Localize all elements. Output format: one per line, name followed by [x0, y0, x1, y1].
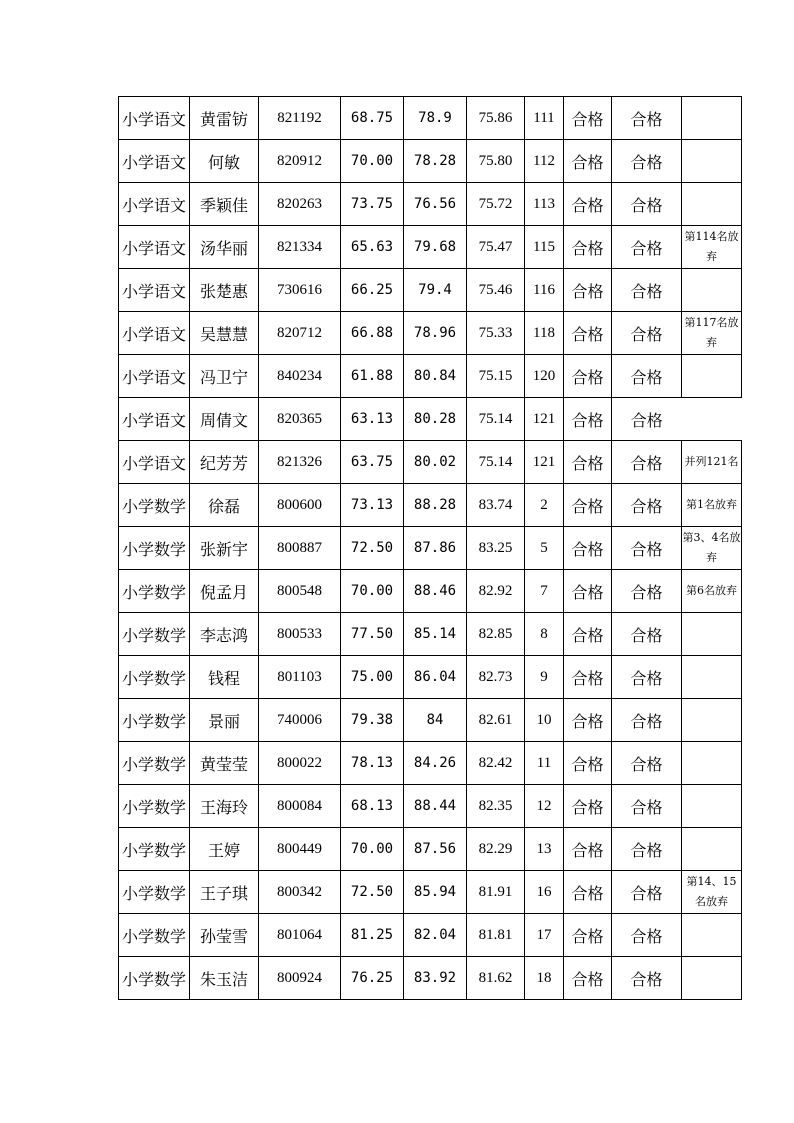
- written-score-cell: 70.00: [341, 828, 404, 871]
- name-cell: 冯卫宁: [190, 355, 259, 398]
- candidate-id-cell: 820365: [259, 398, 341, 441]
- result-cell: 合格: [612, 269, 682, 312]
- result-cell: 合格: [612, 828, 682, 871]
- table-row: [119, 656, 742, 699]
- written-score-cell: 75.00: [341, 656, 404, 699]
- candidate-id-cell: 800924: [259, 957, 341, 1000]
- name-cell: 景丽: [190, 699, 259, 742]
- result-cell: 合格: [612, 570, 682, 613]
- interview-score-cell: 87.86: [404, 527, 467, 570]
- result-cell: 合格: [612, 355, 682, 398]
- interview-score-cell: 82.04: [404, 914, 467, 957]
- subject-cell: 小学数学: [119, 570, 190, 613]
- written-score-cell: 68.75: [341, 97, 404, 140]
- result-cell: 合格: [564, 441, 612, 484]
- written-score-cell: 66.25: [341, 269, 404, 312]
- result-cell: 合格: [612, 699, 682, 742]
- rank-cell: 13: [525, 828, 564, 871]
- total-score-cell: 75.86: [467, 97, 525, 140]
- note-cell: 第14、15名放弃: [682, 871, 742, 914]
- total-score-cell: 75.46: [467, 269, 525, 312]
- total-score-cell: 82.73: [467, 656, 525, 699]
- table-row: [119, 312, 742, 355]
- rank-cell: 120: [525, 355, 564, 398]
- interview-score-cell: 88.44: [404, 785, 467, 828]
- table-row: [119, 269, 742, 312]
- result-cell: 合格: [612, 914, 682, 957]
- subject-cell: 小学数学: [119, 656, 190, 699]
- subject-cell: 小学数学: [119, 527, 190, 570]
- subject-cell: 小学语文: [119, 226, 190, 269]
- result-cell: 合格: [564, 97, 612, 140]
- result-cell: 合格: [612, 527, 682, 570]
- total-score-cell: 75.14: [467, 441, 525, 484]
- written-score-cell: 61.88: [341, 355, 404, 398]
- written-score-cell: 63.13: [341, 398, 404, 441]
- subject-cell: 小学数学: [119, 828, 190, 871]
- table-row: [119, 355, 742, 398]
- table-row: [119, 570, 742, 613]
- written-score-cell: 73.75: [341, 183, 404, 226]
- rank-cell: 18: [525, 957, 564, 1000]
- table-row: [119, 441, 742, 484]
- result-cell: 合格: [564, 656, 612, 699]
- subject-cell: 小学语文: [119, 97, 190, 140]
- interview-score-cell: 80.02: [404, 441, 467, 484]
- note-cell: 第1名放弃: [682, 484, 742, 527]
- candidate-id-cell: 821334: [259, 226, 341, 269]
- total-score-cell: 81.91: [467, 871, 525, 914]
- subject-cell: 小学语文: [119, 398, 190, 441]
- table-row: [119, 699, 742, 742]
- result-cell: 合格: [564, 871, 612, 914]
- table-row: [119, 140, 742, 183]
- note-cell: [682, 183, 742, 226]
- candidate-id-cell: 820263: [259, 183, 341, 226]
- rank-cell: 115: [525, 226, 564, 269]
- rank-cell: 8: [525, 613, 564, 656]
- name-cell: 朱玉洁: [190, 957, 259, 1000]
- subject-cell: 小学语文: [119, 355, 190, 398]
- table-row: [119, 785, 742, 828]
- candidate-id-cell: 800887: [259, 527, 341, 570]
- note-cell: [682, 828, 742, 871]
- result-cell: 合格: [612, 871, 682, 914]
- result-cell: 合格: [612, 613, 682, 656]
- total-score-cell: 75.14: [467, 398, 525, 441]
- interview-score-cell: 80.28: [404, 398, 467, 441]
- subject-cell: 小学语文: [119, 441, 190, 484]
- interview-score-cell: 78.9: [404, 97, 467, 140]
- note-cell: [682, 957, 742, 1000]
- result-cell: 合格: [564, 527, 612, 570]
- rank-cell: 16: [525, 871, 564, 914]
- subject-cell: 小学语文: [119, 269, 190, 312]
- interview-score-cell: 80.84: [404, 355, 467, 398]
- result-cell: 合格: [612, 441, 682, 484]
- rank-cell: 9: [525, 656, 564, 699]
- written-score-cell: 65.63: [341, 226, 404, 269]
- table-row: [119, 742, 742, 785]
- result-cell: 合格: [612, 140, 682, 183]
- rank-cell: 10: [525, 699, 564, 742]
- result-cell: 合格: [612, 97, 682, 140]
- candidate-id-cell: 800342: [259, 871, 341, 914]
- rank-cell: 113: [525, 183, 564, 226]
- table-row: [119, 613, 742, 656]
- subject-cell: 小学数学: [119, 871, 190, 914]
- rank-cell: 5: [525, 527, 564, 570]
- subject-cell: 小学语文: [119, 140, 190, 183]
- result-cell: 合格: [564, 355, 612, 398]
- rank-cell: 116: [525, 269, 564, 312]
- total-score-cell: 82.92: [467, 570, 525, 613]
- total-score-cell: 75.33: [467, 312, 525, 355]
- rank-cell: 112: [525, 140, 564, 183]
- rank-cell: 121: [525, 398, 564, 441]
- interview-score-cell: 79.4: [404, 269, 467, 312]
- rank-cell: 118: [525, 312, 564, 355]
- note-cell: 第117名放弃: [682, 312, 742, 355]
- interview-score-cell: 85.94: [404, 871, 467, 914]
- note-cell: [682, 699, 742, 742]
- result-cell: 合格: [564, 914, 612, 957]
- total-score-cell: 75.80: [467, 140, 525, 183]
- note-cell: [682, 742, 742, 785]
- result-cell: 合格: [612, 742, 682, 785]
- name-cell: 徐磊: [190, 484, 259, 527]
- candidate-id-cell: 800548: [259, 570, 341, 613]
- rank-cell: 11: [525, 742, 564, 785]
- total-score-cell: 81.62: [467, 957, 525, 1000]
- total-score-cell: 75.15: [467, 355, 525, 398]
- note-cell: [682, 785, 742, 828]
- name-cell: 张新宇: [190, 527, 259, 570]
- candidate-id-cell: 800600: [259, 484, 341, 527]
- table-row: [119, 226, 742, 269]
- name-cell: 孙莹雪: [190, 914, 259, 957]
- written-score-cell: 77.50: [341, 613, 404, 656]
- total-score-cell: 75.72: [467, 183, 525, 226]
- rank-cell: 121: [525, 441, 564, 484]
- candidate-id-cell: 800022: [259, 742, 341, 785]
- written-score-cell: 78.13: [341, 742, 404, 785]
- interview-score-cell: 84.26: [404, 742, 467, 785]
- result-cell: 合格: [612, 183, 682, 226]
- written-score-cell: 81.25: [341, 914, 404, 957]
- written-score-cell: 72.50: [341, 871, 404, 914]
- result-cell: 合格: [612, 312, 682, 355]
- note-cell: [682, 656, 742, 699]
- result-cell: 合格: [612, 398, 682, 441]
- result-cell: 合格: [612, 656, 682, 699]
- written-score-cell: 72.50: [341, 527, 404, 570]
- result-cell: 合格: [612, 785, 682, 828]
- interview-score-cell: 88.46: [404, 570, 467, 613]
- written-score-cell: 70.00: [341, 570, 404, 613]
- total-score-cell: 82.85: [467, 613, 525, 656]
- table-row: [119, 527, 742, 570]
- subject-cell: 小学数学: [119, 914, 190, 957]
- name-cell: 何敏: [190, 140, 259, 183]
- candidate-id-cell: 740006: [259, 699, 341, 742]
- subject-cell: 小学数学: [119, 742, 190, 785]
- result-cell: 合格: [612, 226, 682, 269]
- rank-cell: 7: [525, 570, 564, 613]
- interview-score-cell: 76.56: [404, 183, 467, 226]
- subject-cell: 小学语文: [119, 312, 190, 355]
- written-score-cell: 79.38: [341, 699, 404, 742]
- result-cell: 合格: [564, 398, 612, 441]
- note-cell: [682, 355, 742, 398]
- interview-score-cell: 83.92: [404, 957, 467, 1000]
- written-score-cell: 73.13: [341, 484, 404, 527]
- table-row: [119, 398, 742, 441]
- table-body: [119, 97, 742, 1000]
- written-score-cell: 66.88: [341, 312, 404, 355]
- candidate-id-cell: 821326: [259, 441, 341, 484]
- table-row: [119, 97, 742, 140]
- result-cell: 合格: [564, 484, 612, 527]
- note-cell: 第6名放弃: [682, 570, 742, 613]
- result-cell: 合格: [564, 957, 612, 1000]
- name-cell: 王海玲: [190, 785, 259, 828]
- table-row: [119, 914, 742, 957]
- name-cell: 季颖佳: [190, 183, 259, 226]
- name-cell: 汤华丽: [190, 226, 259, 269]
- written-score-cell: 63.75: [341, 441, 404, 484]
- interview-score-cell: 85.14: [404, 613, 467, 656]
- result-cell: 合格: [564, 570, 612, 613]
- result-cell: 合格: [564, 269, 612, 312]
- result-cell: 合格: [564, 312, 612, 355]
- subject-cell: 小学数学: [119, 785, 190, 828]
- table-row: [119, 484, 742, 527]
- interview-score-cell: 86.04: [404, 656, 467, 699]
- result-cell: 合格: [564, 742, 612, 785]
- total-score-cell: 81.81: [467, 914, 525, 957]
- interview-score-cell: 88.28: [404, 484, 467, 527]
- total-score-cell: 75.47: [467, 226, 525, 269]
- name-cell: 张楚惠: [190, 269, 259, 312]
- name-cell: 黄雷钫: [190, 97, 259, 140]
- note-cell: [682, 97, 742, 140]
- note-cell: 第3、4名放弃: [682, 527, 742, 570]
- result-cell: 合格: [564, 785, 612, 828]
- subject-cell: 小学数学: [119, 484, 190, 527]
- total-score-cell: 82.29: [467, 828, 525, 871]
- candidate-id-cell: 820712: [259, 312, 341, 355]
- rank-cell: 17: [525, 914, 564, 957]
- name-cell: 倪孟月: [190, 570, 259, 613]
- subject-cell: 小学数学: [119, 957, 190, 1000]
- result-cell: 合格: [564, 226, 612, 269]
- results-table: [118, 96, 742, 1000]
- name-cell: 吴慧慧: [190, 312, 259, 355]
- name-cell: 钱程: [190, 656, 259, 699]
- total-score-cell: 83.25: [467, 527, 525, 570]
- interview-score-cell: 78.28: [404, 140, 467, 183]
- candidate-id-cell: 820912: [259, 140, 341, 183]
- written-score-cell: 70.00: [341, 140, 404, 183]
- name-cell: 李志鸿: [190, 613, 259, 656]
- table-row: [119, 183, 742, 226]
- interview-score-cell: 87.56: [404, 828, 467, 871]
- result-cell: 合格: [612, 484, 682, 527]
- result-cell: 合格: [612, 957, 682, 1000]
- candidate-id-cell: 800449: [259, 828, 341, 871]
- interview-score-cell: 84: [404, 699, 467, 742]
- candidate-id-cell: 730616: [259, 269, 341, 312]
- note-cell: [682, 914, 742, 957]
- table-row: [119, 828, 742, 871]
- subject-cell: 小学数学: [119, 613, 190, 656]
- total-score-cell: 82.35: [467, 785, 525, 828]
- candidate-id-cell: 801103: [259, 656, 341, 699]
- name-cell: 黄莹莹: [190, 742, 259, 785]
- interview-score-cell: 79.68: [404, 226, 467, 269]
- total-score-cell: 83.74: [467, 484, 525, 527]
- interview-score-cell: 78.96: [404, 312, 467, 355]
- written-score-cell: 68.13: [341, 785, 404, 828]
- written-score-cell: 76.25: [341, 957, 404, 1000]
- name-cell: 王子琪: [190, 871, 259, 914]
- result-cell: 合格: [564, 828, 612, 871]
- result-cell: 合格: [564, 613, 612, 656]
- note-cell: 第114名放弃: [682, 226, 742, 269]
- note-cell: [682, 398, 742, 441]
- result-cell: 合格: [564, 699, 612, 742]
- table-row: [119, 957, 742, 1000]
- candidate-id-cell: 821192: [259, 97, 341, 140]
- total-score-cell: 82.42: [467, 742, 525, 785]
- candidate-id-cell: 800084: [259, 785, 341, 828]
- rank-cell: 2: [525, 484, 564, 527]
- result-cell: 合格: [564, 183, 612, 226]
- name-cell: 周倩文: [190, 398, 259, 441]
- note-cell: 并列121名: [682, 441, 742, 484]
- name-cell: 王婷: [190, 828, 259, 871]
- note-cell: [682, 613, 742, 656]
- candidate-id-cell: 800533: [259, 613, 341, 656]
- rank-cell: 111: [525, 97, 564, 140]
- rank-cell: 12: [525, 785, 564, 828]
- subject-cell: 小学语文: [119, 183, 190, 226]
- note-cell: [682, 140, 742, 183]
- subject-cell: 小学数学: [119, 699, 190, 742]
- result-cell: 合格: [564, 140, 612, 183]
- candidate-id-cell: 801064: [259, 914, 341, 957]
- note-cell: [682, 269, 742, 312]
- candidate-id-cell: 840234: [259, 355, 341, 398]
- table-row: [119, 871, 742, 914]
- name-cell: 纪芳芳: [190, 441, 259, 484]
- total-score-cell: 82.61: [467, 699, 525, 742]
